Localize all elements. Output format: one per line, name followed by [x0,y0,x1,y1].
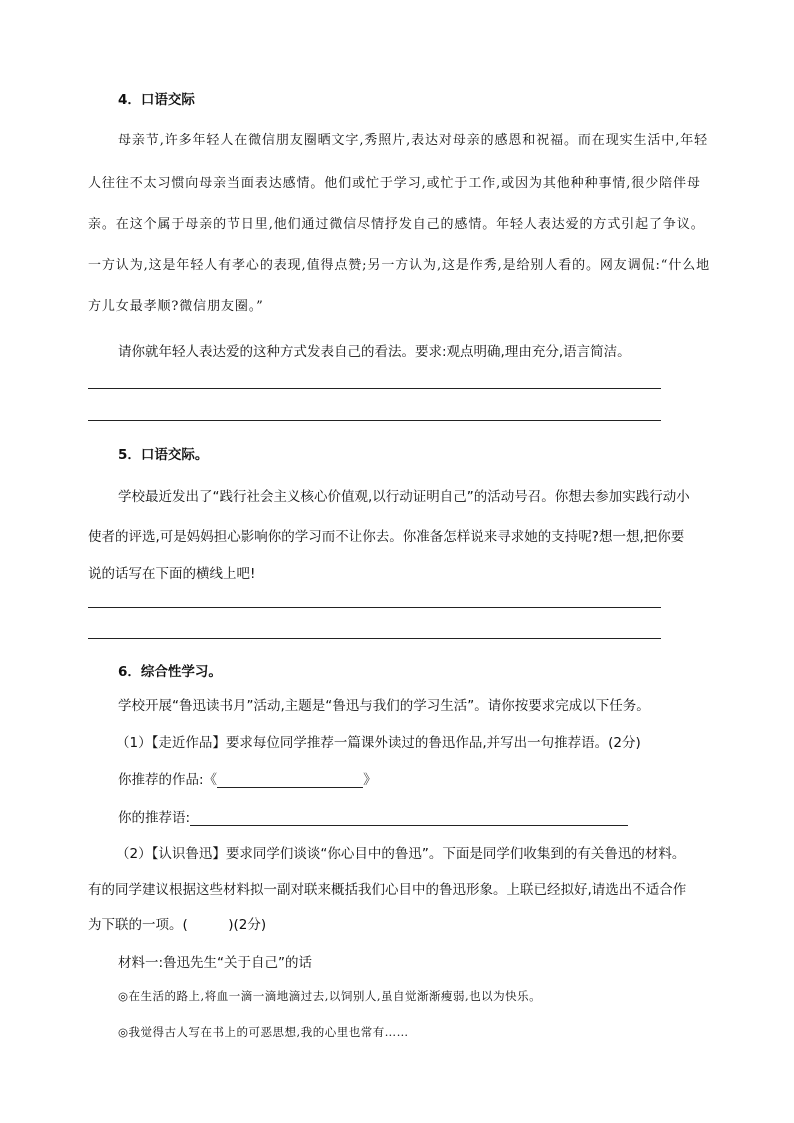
works-label: 你推荐的作品:《 [118,772,218,788]
works-blank[interactable] [217,773,363,788]
quote-1: ◎在生活的路上,将血一滴一滴地滴过去,以饲别人,虽自觉渐渐瘦弱,也以为快乐。 [118,989,542,1003]
q6-intro: 学校开展“鲁迅读书月”活动,主题是“鲁迅与我们的学习生活”。请你按要求完成以下任务。 [118,698,650,714]
works-close: 》 [363,772,377,788]
q6-heading: 6．综合性学习。 [118,664,222,680]
q5-heading: 5．口语交际。 [118,447,209,463]
q4-answer-line-2[interactable] [88,420,661,421]
rec-label: 你的推荐语: [118,810,191,826]
q6-task1: （1）【走近作品】要求每位同学推荐一篇课外读过的鲁迅作品,并写出一句推荐语。(2分) [116,735,641,751]
q6-task2-line-1: （2）【认识鲁迅】要求同学们谈谈“你心目中的鲁迅”。下面是同学们收集到的有关鲁迅的材料。 [116,846,686,862]
q6-task2-line-3: 为下联的一项。( )(2分) [88,917,267,933]
q5-line-3: 说的话写在下面的横线上吧! [88,566,256,582]
q4-line-5: 方儿女最孝顺?微信朋友圈。” [88,299,264,314]
q4-line-4: 一方认为,这是年轻人有孝心的表现,值得点赞;另一方认为,这是作秀,是给别人看的。网友调侃:“什么地 [88,258,711,273]
q5-answer-line-1[interactable] [88,607,661,608]
q6-task2-line-2: 有的同学建议根据这些材料拟一副对联来概括我们心目中的鲁迅形象。上联已经拟好,请选出不适合作 [88,882,687,898]
q4-line-2: 人往往不太习惯向母亲当面表达感情。他们或忙于学习,或忙于工作,或因为其他种种事情,很少陪伴母 [88,176,701,191]
q4-line-1: 母亲节,许多年轻人在微信朋友圈晒文字,秀照片,表达对母亲的感恩和祝福。而在现实生活中,年轻 [118,133,709,148]
q5-answer-line-2[interactable] [88,638,661,639]
q4-line-3: 亲。在这个属于母亲的节日里,他们通过微信尽情抒发自己的感情。年轻人表达爱的方式引起了争议。 [88,217,705,232]
quote-2: ◎我觉得古人写在书上的可恶思想,我的心里也常有…… [118,1025,409,1039]
q5-line-2: 使者的评选,可是妈妈担心影响你的学习而不让你去。你准备怎样说来寻求她的支持呢?想一想,把你要 [88,529,685,545]
q6-works-row [118,768,377,788]
q4-prompt: 请你就年轻人表达爱的这种方式发表自己的看法。要求:观点明确,理由充分,语言简洁。 [118,344,631,360]
rec-blank[interactable] [190,811,628,826]
q6-rec-row [118,806,628,826]
q4-heading: 4．口语交际 [118,92,195,108]
q5-line-1: 学校最近发出了“践行社会主义核心价值观,以行动证明自己”的活动号召。你想去参加实践行动小 [118,489,690,505]
q4-answer-line-1[interactable] [88,388,661,389]
material-title: 材料一:鲁迅先生“关于自己”的话 [118,955,313,971]
